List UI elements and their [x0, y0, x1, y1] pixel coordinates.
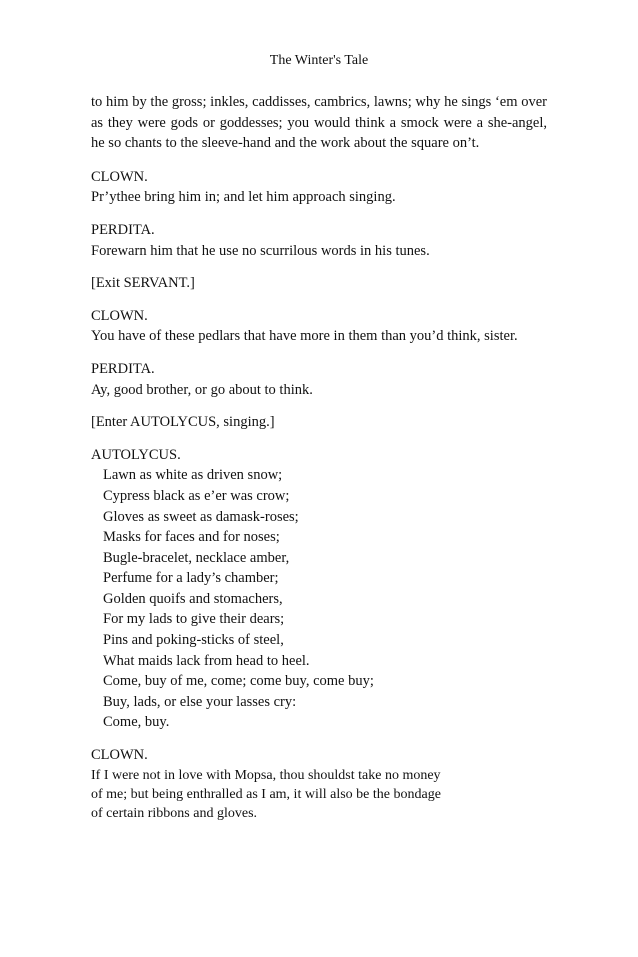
song-line: For my lads to give their dears; — [103, 611, 285, 628]
speaker-name: CLOWN. — [91, 168, 148, 185]
speech-line: of me; but being enthralled as I am, it will also be the bondage — [91, 786, 441, 802]
opening-paragraph: to him by the gross; inkles, caddisses, cambrics, lawns; why he sings ‘em over as they were gods or goddesses; you would think a smock were a she-angel, he so chants to the sleeve-hand and the work about the square on’t. — [91, 94, 547, 152]
speaker-name: CLOWN. — [91, 747, 148, 764]
song-line: Come, buy. — [103, 714, 170, 731]
speech-autolycus-song — [91, 445, 547, 733]
stage-direction-enter — [91, 412, 547, 433]
running-header-title: The Winter's Tale — [269, 53, 369, 68]
speech-line: Forewarn him that he use no scurrilous words in his tunes. — [91, 242, 430, 259]
speaker-name: AUTOLYCUS. — [91, 446, 181, 463]
play-text — [91, 92, 547, 835]
speech-line: Ay, good brother, or go about to think. — [91, 381, 313, 398]
stage-direction: [Exit SERVANT.] — [91, 275, 195, 292]
speech-perdita-1 — [91, 220, 547, 261]
speech-line: If I were not in love with Mopsa, thou shouldst take no money — [91, 767, 441, 783]
speech-line: Pr’ythee bring him in; and let him approach singing. — [91, 189, 396, 206]
song-line: Buy, lads, or else your lasses cry: — [103, 693, 297, 710]
song-line: Golden quoifs and stomachers, — [103, 590, 283, 607]
song-line: Pins and poking-sticks of steel, — [103, 632, 284, 649]
speech-clown-1 — [91, 167, 547, 208]
song-line: Come, buy of me, come; come buy, come buy; — [103, 673, 374, 690]
speech-clown-3 — [91, 745, 547, 823]
song-line: Gloves as sweet as damask-roses; — [103, 508, 299, 525]
speaker-name: CLOWN. — [91, 307, 148, 324]
speech-clown-2 — [91, 306, 547, 347]
stage-direction: [Enter AUTOLYCUS, singing.] — [91, 414, 275, 431]
song-line: Perfume for a lady’s chamber; — [103, 570, 279, 587]
song-line: Cypress black as e’er was crow; — [103, 487, 290, 504]
song-line: What maids lack from head to heel. — [103, 652, 310, 669]
song-line: Masks for faces and for noses; — [103, 529, 280, 546]
speech-line: of certain ribbons and gloves. — [91, 805, 258, 821]
song-line: Lawn as white as driven snow; — [103, 467, 283, 484]
speech-line: You have of these pedlars that have more in them than you’d think, sister. — [91, 328, 518, 345]
stage-direction-exit — [91, 273, 547, 294]
speaker-name: PERDITA. — [91, 221, 155, 238]
song-line: Bugle-bracelet, necklace amber, — [103, 549, 290, 566]
speech-perdita-2 — [91, 359, 547, 400]
speaker-name: PERDITA. — [91, 360, 155, 377]
